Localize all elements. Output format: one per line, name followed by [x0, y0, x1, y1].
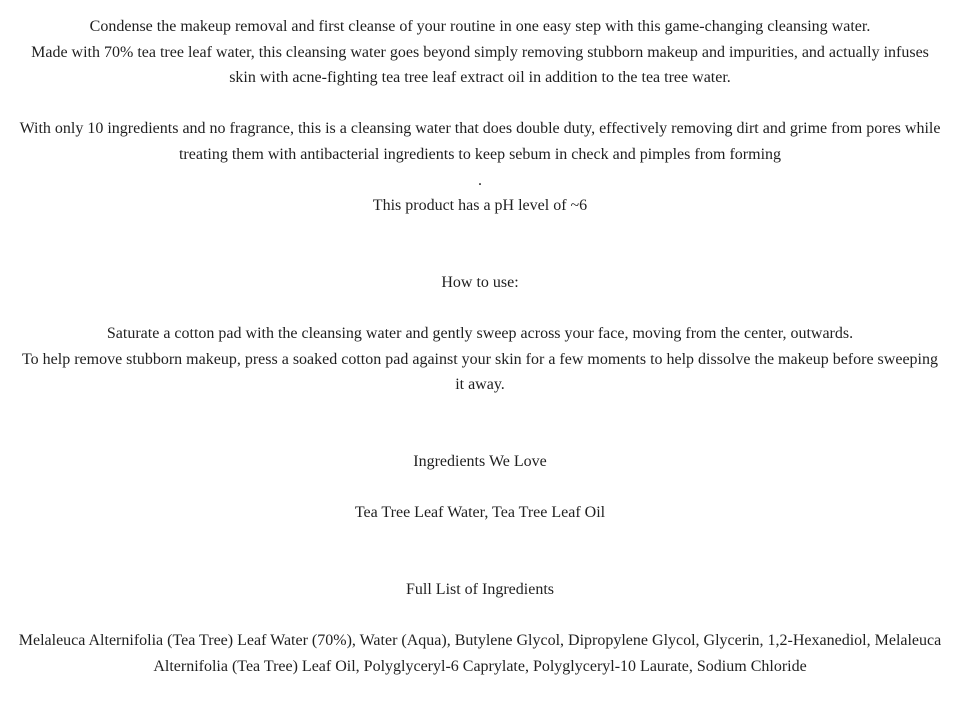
formula-description-dot: .: [478, 171, 482, 189]
formula-description: With only 10 ingredients and no fragrance, this is a cleansing water that does double duty, effectively removing dirt and grime from pores while treating them with antibacterial ingredients to keep sebum in check and pimples from forming: [19, 120, 941, 163]
ingredients-we-love-list: Tea Tree Leaf Water, Tea Tree Leaf Oil: [354, 504, 606, 522]
spacer: [18, 296, 942, 322]
spacer: [18, 526, 942, 577]
ingredients-we-love-heading: Ingredients We Love: [413, 453, 547, 471]
spacer: [18, 219, 942, 270]
spacer: [18, 398, 942, 449]
spacer: [18, 475, 942, 501]
spacer: [18, 91, 942, 117]
intro-sentence: Condense the makeup removal and first cleanse of your routine in one easy step with this game-changing cleansing water.: [89, 18, 871, 35]
intro-detail: Made with 70% tea tree leaf water, this cleansing water goes beyond simply removing stubborn makeup and impurities, and actually infuses skin with acne-fighting tea tree leaf extract oil in addition to the tea tree water.: [31, 43, 929, 87]
how-to-use-heading: How to use:: [441, 273, 519, 291]
spacer: [18, 603, 942, 629]
how-to-use-step: Saturate a cotton pad with the cleansing water and gently sweep across your face, moving from the center, outwards.: [106, 325, 854, 343]
how-to-use-step: To help remove stubborn makeup, press a soaked cotton pad against your skin for a few moments to help dissolve the makeup before sweeping it away.: [22, 350, 938, 394]
full-ingredients-list: Melaleuca Alternifolia (Tea Tree) Leaf Water (70%), Water (Aqua), Butylene Glycol, Dipropylene Glycol, Glycerin, 1,2-Hexanediol, Melaleuca Alternifolia (Tea Tree) Leaf Oil, Polyglyceryl-6 Caprylate, Polyglyceryl-10 Laurate, Sodium Chloride: [18, 632, 942, 675]
full-ingredients-heading: Full List of Ingredients: [406, 581, 554, 599]
ph-note: This product has a pH level of ~6: [372, 197, 588, 215]
